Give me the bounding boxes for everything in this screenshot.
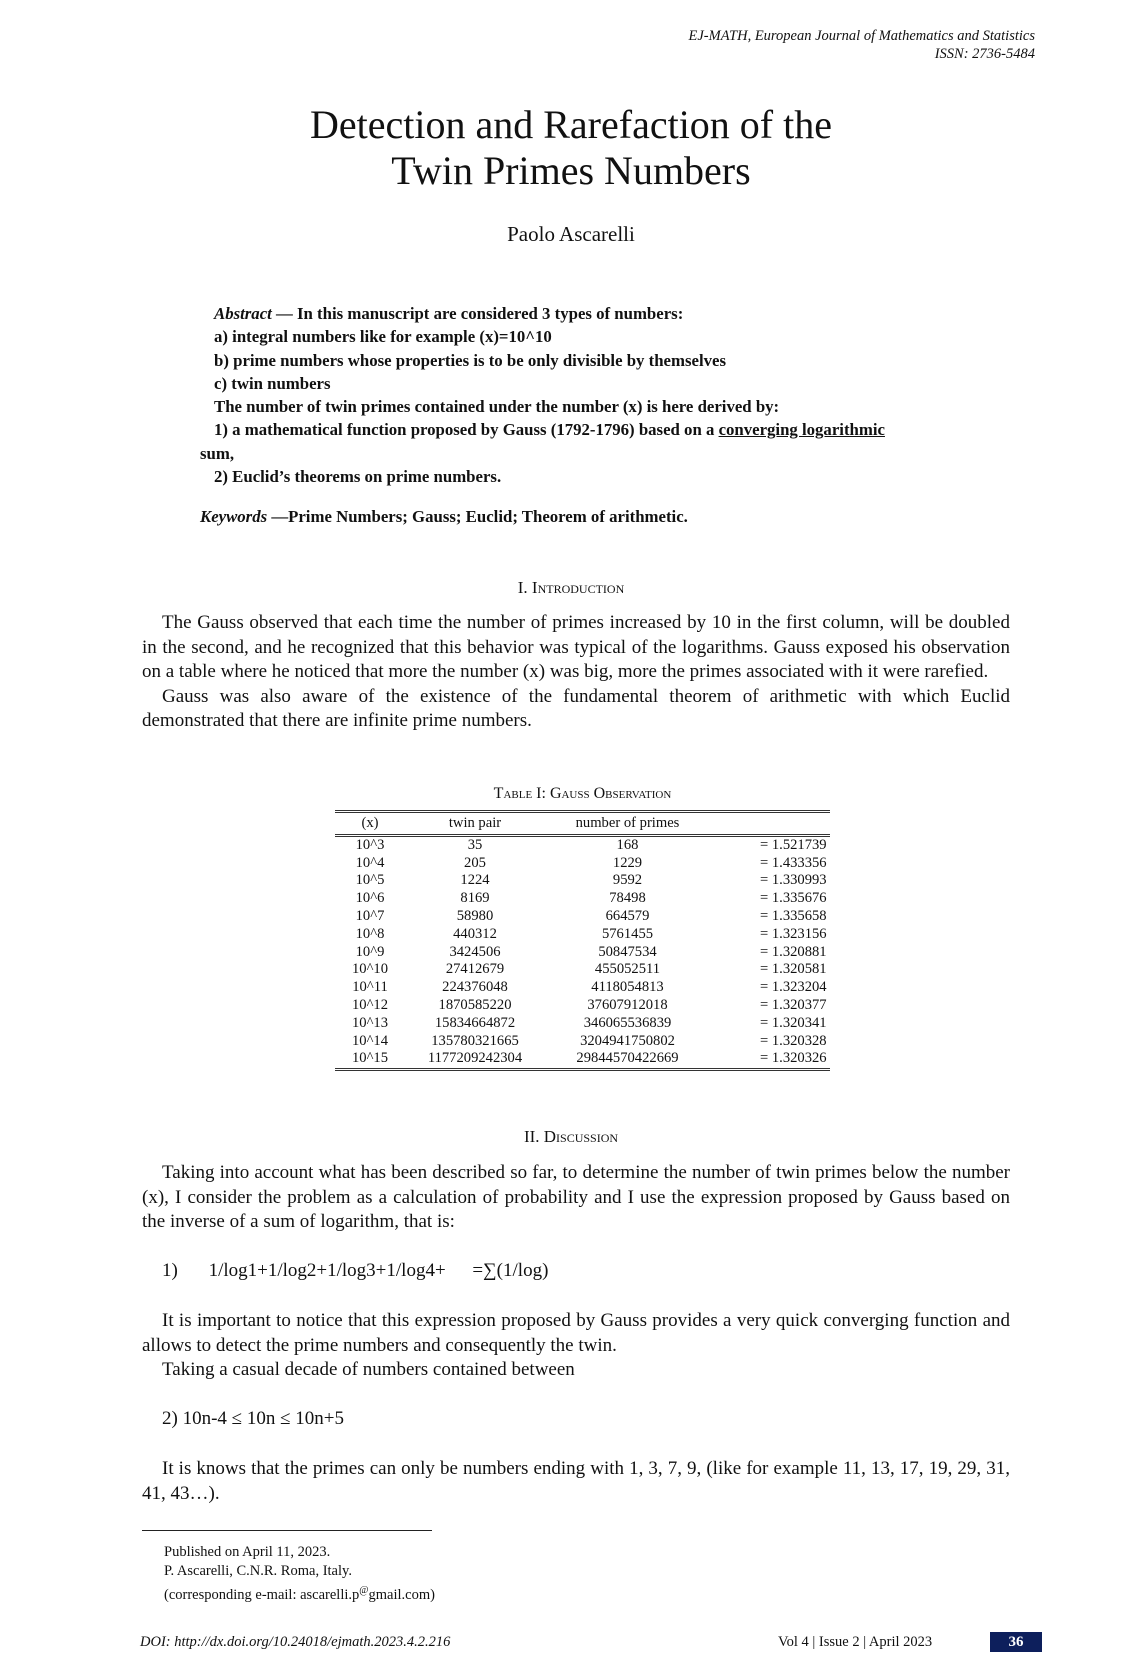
twin-pair-cell: 35 [467,836,483,853]
discussion-body [142,1161,1010,1235]
twin-pair-cell: 8169 [460,890,490,907]
table-row [335,855,830,873]
ratio-cell: = 1.320326 [760,1050,827,1067]
x-cell: 10^7 [355,907,385,924]
footnote [164,1543,435,1605]
twin-pair-cell: 15834664872 [434,1014,516,1031]
author-name: Paolo Ascarelli [507,222,635,246]
paragraph: Taking into account what has been described so far, to determine the number of twin primes below the number (x), I consider the problem as a calculation of probability and I use the expression proposed by Gauss based on the inverse of a sum of logarithm, that is: [142,1162,1010,1232]
doi-link[interactable]: DOI: http://dx.doi.org/10.24018/ejmath.2023.4.2.216 [140,1634,451,1650]
x-cell: 10^11 [352,979,388,996]
x-cell: 10^9 [355,943,385,960]
x-cell: 10^15 [351,1050,389,1067]
ratio-cell: = 1.320328 [760,1032,827,1049]
ratio-cell: = 1.323204 [760,979,827,996]
discussion-body-2 [142,1309,1010,1383]
paragraph: It is knows that the primes can only be numbers ending with 1, 3, 7, 9, (like for example 11, 13, 17, 19, 29, 31, 41, 43…). [142,1458,1010,1504]
primes-count-cell: 3204941750802 [580,1032,675,1049]
x-cell: 10^14 [351,1032,389,1049]
primes-count-cell: 1229 [612,854,643,871]
primes-count-cell: 37607912018 [587,996,668,1013]
paragraph: It is important to notice that this expression proposed by Gauss provides a very quick converging function and allows to detect the prime numbers and consequently the twin. [142,1310,1010,1356]
x-cell: 10^12 [351,996,389,1013]
introduction-body [142,611,1010,734]
x-cell: 10^5 [355,872,385,889]
equation-2: 2) 10n-4 ≤ 10n ≤ 10n+5 [162,1408,344,1429]
corresponding-email: (corresponding e-mail: ascarelli.p@gmail.com) [164,1585,435,1603]
affiliation: P. Ascarelli, C.N.R. Roma, Italy. [164,1563,352,1579]
primes-count-cell: 78498 [609,890,646,907]
ratio-cell: = 1.330993 [760,872,827,889]
page-number: 36 [990,1632,1042,1652]
volume-issue: Vol 4 | Issue 2 | April 2023 [778,1634,933,1650]
primes-count-cell: 168 [616,836,639,853]
table-row [335,908,830,926]
abstract-line: c) twin numbers [214,373,331,393]
table-row [335,835,830,854]
title-line-1: Detection and Rarefaction of the [310,102,832,147]
journal-name: EJ-MATH, European Journal of Mathematics and Statistics [688,28,1035,44]
keywords-text: —Prime Numbers; Gauss; Euclid; Theorem of arithmetic. [267,507,688,526]
abstract-line: sum, [200,443,235,463]
primes-count-cell: 664579 [605,907,650,924]
published-date: Published on April 11, 2023. [164,1544,331,1560]
x-cell: 10^10 [351,961,389,978]
ratio-cell: = 1.320881 [760,943,827,960]
abstract-line: 1) a mathematical function proposed by Gauss (1792-1796) based on a converging logarithmic [214,420,885,440]
table-row [335,997,830,1015]
twin-pair-cell: 224376048 [442,979,508,996]
table-row [335,961,830,979]
table-row [335,872,830,890]
ratio-cell: = 1.320377 [760,996,827,1013]
primes-count-cell: 5761455 [601,925,654,942]
underlined-phrase: converging logarithmic [718,420,885,440]
twin-pair-cell: 1224 [460,872,490,889]
table-row [335,890,830,908]
column-header: (x) [361,815,379,831]
keywords-label: Keywords [200,507,268,526]
table-row [335,1050,830,1069]
table-row [335,1033,830,1051]
ratio-cell: = 1.521739 [760,836,827,853]
x-cell: 10^6 [355,890,385,907]
column-header [710,812,830,836]
twin-pair-cell: 3424506 [449,943,501,960]
column-header: number of primes [575,815,680,831]
ratio-cell: = 1.320341 [760,1014,827,1031]
primes-count-cell: 455052511 [594,961,661,978]
abstract-line: Abstract — In this manuscript are considered 3 types of numbers: [214,304,684,323]
table-row [335,1015,830,1033]
primes-count-cell: 50847534 [598,943,657,960]
primes-count-cell: 29844570422669 [576,1050,679,1067]
equation-1 [162,1260,548,1282]
paper-title [0,102,1142,194]
twin-pair-cell: 440312 [453,925,497,942]
ratio-cell: = 1.335658 [760,907,827,924]
paragraph: The Gauss observed that each time the number of primes increased by 10 in the first column, will be doubled in the second, and he recognized that this behavior was typical of the logarithms. Gauss exposed his observation on a table where he noticed that more the number (x) was big, more the primes associated with it were rarefied. [142,612,1010,682]
primes-count-cell: 9592 [612,872,643,889]
equation-rhs: =∑(1/log) [472,1260,549,1281]
gauss-observation-table [335,810,830,1071]
equation-lhs: 1/log1+1/log2+1/log3+1/log4+ [208,1260,446,1281]
paragraph: Taking a casual decade of numbers contained between [162,1359,575,1380]
x-cell: 10^3 [355,836,385,853]
twin-pair-cell: 205 [464,854,486,871]
ratio-cell: = 1.320581 [760,961,827,978]
ratio-cell: = 1.335676 [760,890,827,907]
twin-pair-cell: 1177209242304 [427,1050,523,1067]
section-heading-introduction: I. Introduction [517,578,625,597]
abstract-line: The number of twin primes contained under the number (x) is here derived by: [214,397,780,417]
journal-header [689,27,1035,63]
abstract-label: Abstract [214,304,272,323]
twin-pair-cell: 135780321665 [431,1032,519,1049]
table-row [335,926,830,944]
primes-count-cell: 346065536839 [583,1014,672,1031]
title-line-2: Twin Primes Numbers [391,148,751,193]
footnote-divider [142,1530,432,1531]
twin-pair-cell: 1870585220 [438,996,512,1013]
twin-pair-cell: 27412679 [445,961,505,978]
x-cell: 10^8 [355,925,385,942]
section-heading-discussion: II. Discussion [523,1127,619,1146]
abstract-line: 2) Euclid’s theorems on prime numbers. [214,467,502,487]
table-row [335,944,830,962]
table-row [335,979,830,997]
x-cell: 10^4 [355,854,385,871]
x-cell: 10^13 [351,1014,389,1031]
equation-number: 1) [162,1260,178,1281]
primes-count-cell: 4118054813 [591,979,664,996]
ratio-cell: = 1.433356 [760,854,827,871]
column-header: twin pair [448,815,502,831]
journal-issn: ISSN: 2736-5484 [934,46,1035,62]
keywords [200,507,688,527]
abstract-line: b) prime numbers whose properties is to be only divisible by themselves [214,350,726,370]
table-caption: Table I: Gauss Observation [493,785,672,802]
ratio-cell: = 1.323156 [760,925,827,942]
table-header-row [335,812,830,836]
twin-pair-cell: 58980 [456,907,494,924]
paragraph: Gauss was also aware of the existence of the fundamental theorem of arithmetic with which Euclid demonstrated that there are infinite prime numbers. [142,685,1010,731]
discussion-body-3 [142,1457,1010,1506]
abstract-line: a) integral numbers like for example (x)=10^10 [214,327,552,347]
abstract [200,302,960,488]
